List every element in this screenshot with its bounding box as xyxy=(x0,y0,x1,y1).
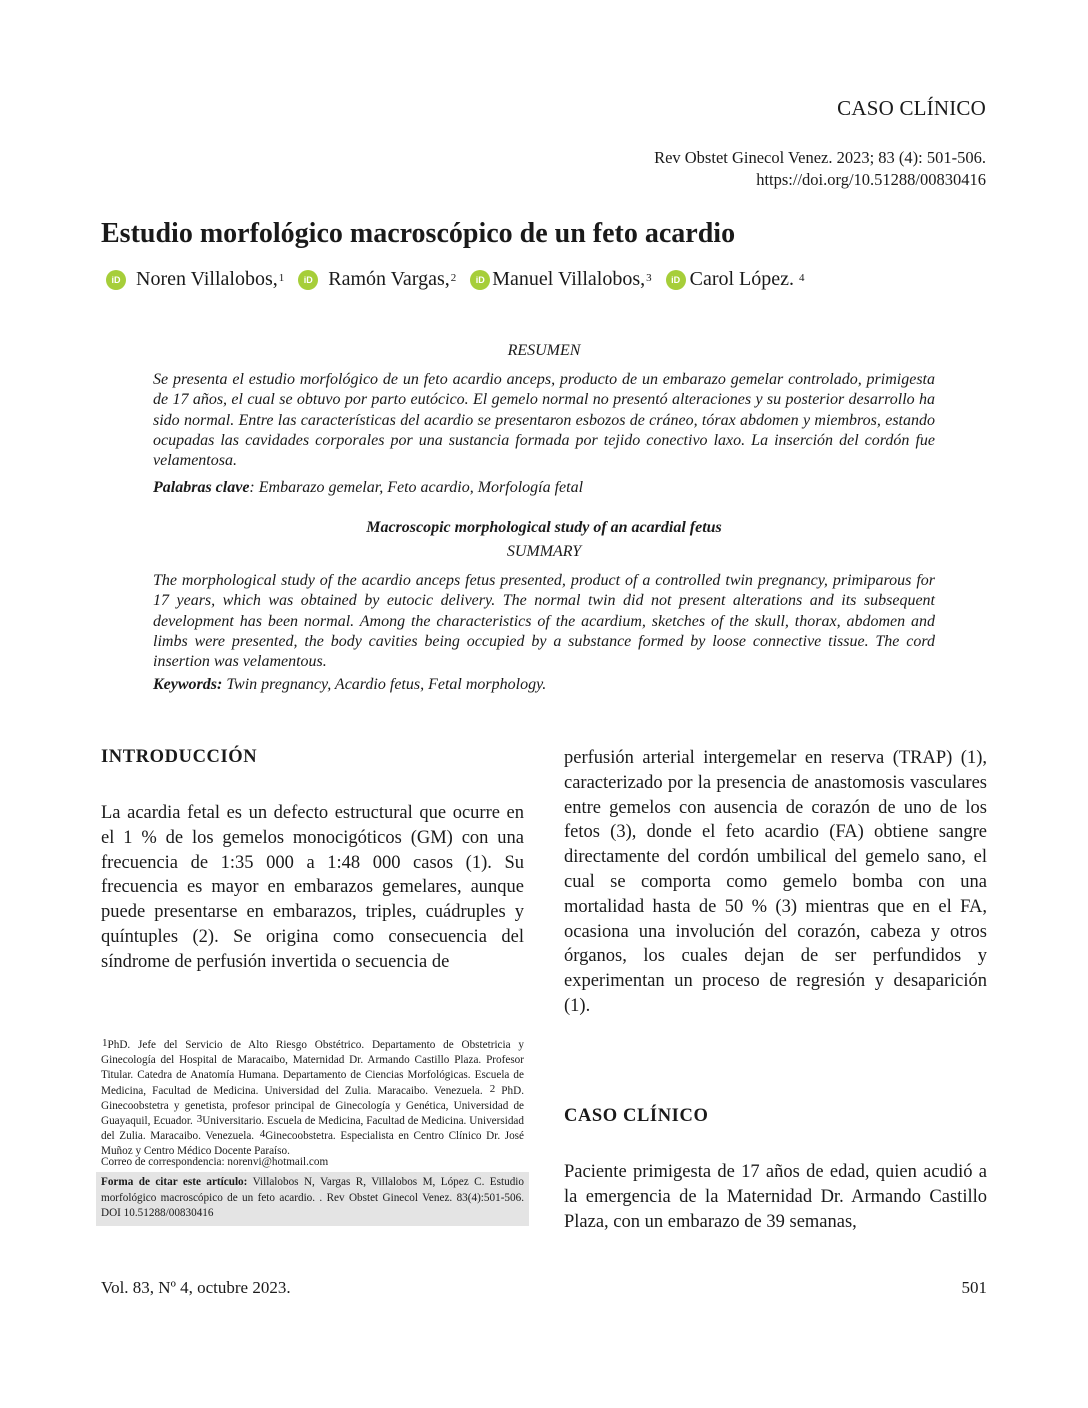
author-1 xyxy=(106,268,284,291)
article-title: Estudio morfológico macroscópico de un feto acardio xyxy=(101,218,736,249)
author-3 xyxy=(470,268,651,291)
author-affiliation: 1 xyxy=(278,271,285,284)
resumen-heading: RESUMEN xyxy=(507,342,581,359)
palabras-clave xyxy=(153,479,935,497)
doi-link[interactable]: https://doi.org/10.51288/00830416 xyxy=(756,170,986,189)
section-label: CASO CLÍNICO xyxy=(837,96,986,120)
author-name: Manuel Villalobos, xyxy=(492,268,646,290)
author-affiliation: 2 xyxy=(450,271,457,284)
keywords-list: Twin pregnancy, Acardio fetus, Fetal morphology. xyxy=(222,676,547,693)
author-2 xyxy=(298,268,456,291)
author-list xyxy=(106,268,819,291)
author-affiliation: 3 xyxy=(646,271,652,284)
introduccion-heading: INTRODUCCIÓN xyxy=(101,747,258,767)
author-name: Ramón Vargas, xyxy=(328,268,450,290)
volume-info: Vol. 83, Nº 4, octubre 2023. xyxy=(101,1278,291,1297)
summary-body: The morphological study of the acardio anceps fetus presented, product of a controlled twin pregnancy, primiparous for 17 years, which was obtained by eutocic delivery. The normal twin did not present alterations and its subsequent development has been normal. Among the characteristics of the acardium, sketches of the skull, thorax, abdomen and limbs were presented, the body cavities being occupied by a substance formed by loose connective tissue. The cord insertion was velamentous. xyxy=(153,572,935,671)
right-column-body: perfusión arterial intergemelar en reserva (TRAP) (1), caracterizado por la presencia de anastomosis vasculares entre gemelos con ausencia de corazón de uno de los fetos (3), donde el feto acardio (FA) obtiene sangre directamente del cordón umbilical del gemelo sano, el cual se comporta como gemelo bomba con una mortalidad hasta de 50 % (3) mientras que en el FA, ocasiona una involución del corazón, cabeza y otros órganos, los cuales dejan de ser perfundidos y experimentan un proceso de regresión y desaparición (1). xyxy=(564,748,987,1016)
keywords xyxy=(153,676,935,694)
introduccion-body: La acardia fetal es un defecto estructural que ocurre en el 1 % de los gemelos monocigóticos (GM) con una frecuencia de 1:35 000 a 1:48 000 casos (1). Su frecuencia es mayor en embarazos gemelares, aunque puede presentarse en embarazos, triples, cuádruples y quíntuples (2). Se origina como consecuencia del síndrome de perfusión invertida o secuencia de xyxy=(101,803,524,972)
keywords-label: Palabras clave xyxy=(153,479,250,496)
citation-label: Forma de citar este artículo: xyxy=(101,1176,248,1188)
author-affiliation: 4 xyxy=(799,271,805,284)
keywords-list: : Embarazo gemelar, Feto acardio, Morfología fetal xyxy=(249,479,584,496)
orcid-icon[interactable]: iD xyxy=(470,270,490,290)
orcid-icon[interactable]: iD xyxy=(298,270,318,290)
orcid-icon[interactable]: iD xyxy=(666,270,686,290)
summary-heading: SUMMARY xyxy=(506,543,582,560)
author-name: Carol López. xyxy=(689,268,795,290)
keywords-label: Keywords: xyxy=(153,676,223,693)
orcid-icon[interactable]: iD xyxy=(106,270,126,290)
english-title: Macroscopic morphological study of an acardial fetus xyxy=(366,519,722,536)
affiliations-footnote: $^1$PhD. Jefe del Servicio de Alto Riesgo Obstétrico. Departamento de Obstetricia y Ginecología del Hospital de Maracaibo, Maternidad Dr. Armando Castillo Plaza. Profesor Titular. Catedra de Anatomía Humana. Departamento de Ciencias Morfológicas. Escuela de Medicina, Facultad de Medicina. Universidad del Zulia. Maracaibo. Venezuela. $^2$ PhD. Ginecoobstetra y genetista, profesor principal de Ginecología y Genética, Universidad de Guayaquil, Ecuador. $^3$Universitario. Escuela de Medicina, Facultad de Medicina. Universidad del Zulia. Maracaibo. Venezuela. $^4$Ginecoobstetra. Especialista en Centro Clínico Dr. José Muñoz y Centro Médico Docente Paraíso. xyxy=(101,1037,524,1158)
citation-box xyxy=(96,1172,529,1226)
author-4 xyxy=(666,268,805,291)
journal-citation: Rev Obstet Ginecol Venez. 2023; 83 (4): 501-506. xyxy=(654,148,986,167)
caso-clinico-body: Paciente primigesta de 17 años de edad, quien acudió a la emergencia de la Maternidad Dr. Armando Castillo Plaza, con un embarazo de 39 semanas, xyxy=(564,1162,987,1232)
correspondence-email[interactable]: Correo de correspondencia: norenvi@hotmail.com xyxy=(101,1156,329,1168)
citation-text: Villalobos N, Vargas R, Villalobos M, López C. Estudio morfológico macroscópico de un feto acardio. . Rev Obstet Ginecol Venez. 83(4):501-506. DOI 10.51288/00830416 xyxy=(101,1176,524,1220)
author-name: Noren Villalobos, xyxy=(136,268,278,290)
resumen-body: Se presenta el estudio morfológico de un feto acardio anceps, producto de un embarazo gemelar controlado, primigesta de 17 años, el cual se obtuvo por parto eutócico. El gemelo normal no presentó alteraciones y su posterior desarrollo ha sido normal. Entre las características del acardio se presentaron esbozos de cráneo, tórax abdomen y miembros, estando ocupadas las cavidades corporales por una sustancia formada por tejido conectivo laxo. La inserción del cordón fue velamentosa. xyxy=(153,371,935,470)
page-number: 501 xyxy=(961,1278,987,1297)
caso-clinico-heading: CASO CLÍNICO xyxy=(564,1106,709,1126)
